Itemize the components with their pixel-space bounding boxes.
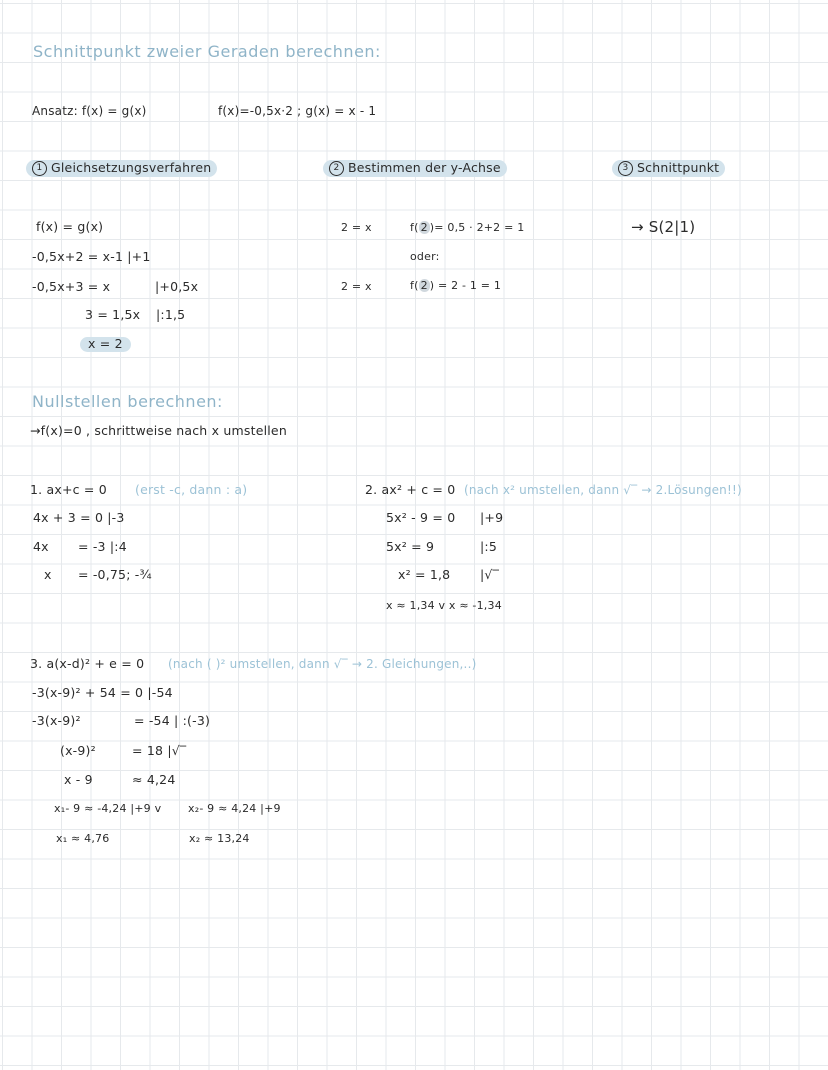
case1-line2b: = -3 |:4 xyxy=(78,539,127,554)
eq2-f1-a: f( xyxy=(410,221,419,234)
eq1-line4-op: |:1,5 xyxy=(156,307,186,322)
eq1-solution: x = 2 xyxy=(80,337,131,352)
eq2-f2 xyxy=(410,280,501,291)
nullstellen-intro: →f(x)=0 , schrittweise nach x umstellen xyxy=(30,423,287,438)
ansatz-label: Ansatz: f(x) = g(x) xyxy=(32,104,147,118)
ansatz-functions: f(x)=-0,5x·2 ; g(x) = x - 1 xyxy=(218,104,377,118)
eq2-f1-highlight: 2 xyxy=(420,221,428,234)
case2-note: (nach x² umstellen, dann √‾ → 2.Lösungen!!) xyxy=(464,483,742,497)
case3-note: (nach ( )² umstellen, dann √‾ → 2. Gleichungen,..) xyxy=(168,657,477,671)
case2-line2b: |:5 xyxy=(480,539,497,554)
case2-line1a: 5x² - 9 = 0 xyxy=(386,510,456,525)
case1-note: (erst -c, dann : a) xyxy=(135,482,248,497)
case1-line2a: 4x xyxy=(33,539,49,554)
case2-line2a: 5x² = 9 xyxy=(386,539,435,554)
case3-line4b: ≈ 4,24 xyxy=(132,772,176,787)
step-3-number: 3 xyxy=(618,161,633,176)
step-2-header xyxy=(323,160,507,177)
case1-line3b: = -0,75; -¾ xyxy=(78,567,152,582)
case3-line3b: = 18 |√‾ xyxy=(132,743,187,758)
step-3-header xyxy=(612,160,725,177)
case3-line5a: x₁- 9 ≈ -4,24 |+9 v xyxy=(54,802,162,815)
case1-line3a: x xyxy=(44,567,52,582)
step-1-header xyxy=(26,160,217,177)
eq2-f1-c: )= 0,5 · 2+2 = 1 xyxy=(429,221,525,234)
case3-line6b: x₂ ≈ 13,24 xyxy=(189,832,250,845)
eq1-line3: -0,5x+3 = x xyxy=(32,279,111,294)
case3-line2b: = -54 | :(-3) xyxy=(134,713,211,728)
case2-heading: 2. ax² + c = 0 xyxy=(365,482,456,497)
eq2-f2-c: ) = 2 - 1 = 1 xyxy=(429,279,502,292)
case2-line3b: |√‾ xyxy=(480,567,500,582)
case1-line1: 4x + 3 = 0 |-3 xyxy=(33,510,125,525)
case2-line1b: |+9 xyxy=(480,510,504,525)
heading-schnittpunkt: Schnittpunkt zweier Geraden berechnen: xyxy=(33,42,381,61)
case3-heading: 3. a(x-d)² + e = 0 xyxy=(30,656,145,671)
eq1-line1: f(x) = g(x) xyxy=(36,219,104,234)
case3-line1: -3(x-9)² + 54 = 0 |-54 xyxy=(32,685,173,700)
step-2-label: Bestimmen der y-Achse xyxy=(348,160,501,175)
eq1-line2: -0,5x+2 = x-1 |+1 xyxy=(32,249,151,264)
eq2-x2: 2 = x xyxy=(341,280,372,293)
eq2-f2-highlight: 2 xyxy=(420,279,428,292)
case3-line5b: x₂- 9 ≈ 4,24 |+9 xyxy=(188,802,281,815)
case3-line3a: (x-9)² xyxy=(60,743,96,758)
step-3-label: Schnittpunkt xyxy=(637,160,720,175)
case3-line6a: x₁ ≈ 4,76 xyxy=(56,832,110,845)
step-1-label: Gleichsetzungsverfahren xyxy=(51,160,212,175)
case2-line3a: x² = 1,8 xyxy=(398,567,451,582)
eq2-f2-a: f( xyxy=(410,279,419,292)
case3-line2a: -3(x-9)² xyxy=(32,713,81,728)
schnittpunkt-result: → S(2|1) xyxy=(631,218,696,236)
step-2-number: 2 xyxy=(329,161,344,176)
step-1-number: 1 xyxy=(32,161,47,176)
eq2-x1: 2 = x xyxy=(341,221,372,234)
case1-heading: 1. ax+c = 0 xyxy=(30,482,107,497)
eq2-oder: oder: xyxy=(410,250,440,263)
eq2-f1 xyxy=(410,222,524,233)
heading-nullstellen: Nullstellen berechnen: xyxy=(32,392,223,411)
eq1-line3-op: |+0,5x xyxy=(155,279,199,294)
case3-line4a: x - 9 xyxy=(64,772,93,787)
case2-line4: x ≈ 1,34 v x ≈ -1,34 xyxy=(386,599,502,612)
eq1-line4: 3 = 1,5x xyxy=(85,307,141,322)
